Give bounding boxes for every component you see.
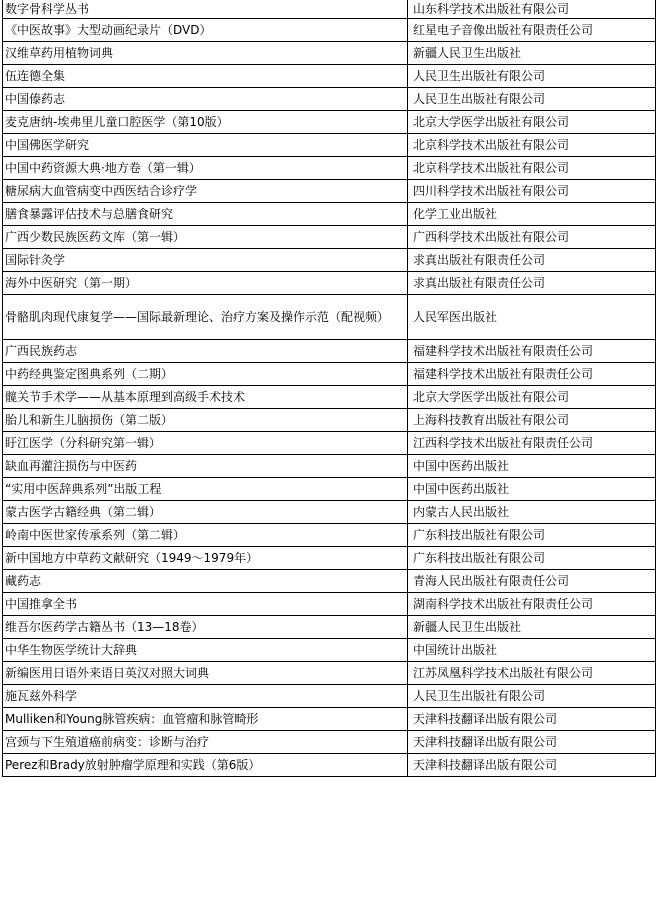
book-title-cell: 髋关节手术学——从基本原理到高级手术技术 (3, 386, 408, 409)
table-row (3, 662, 656, 685)
publisher-cell: 北京大学医学出版社有限公司 (408, 386, 656, 409)
publisher-cell: 江西科学技术出版社有限责任公司 (408, 432, 656, 455)
table-row (3, 593, 656, 616)
book-title-cell: Mulliken和Young脉管疾病：血管瘤和脉管畸形 (3, 708, 408, 731)
publisher-cell: 人民卫生出版社有限公司 (408, 685, 656, 708)
book-title-cell: 中国推拿全书 (3, 593, 408, 616)
book-title-cell: 新编医用日语外来语日英汉对照大词典 (3, 662, 408, 685)
book-title-cell: “实用中医辞典系列”出版工程 (3, 478, 408, 501)
book-title-cell: 汉维草药用植物词典 (3, 42, 408, 65)
book-title-cell: 中国中药资源大典·地方卷（第一辑） (3, 157, 408, 180)
book-title-cell: 伍连德全集 (3, 65, 408, 88)
publisher-cell: 天津科技翻译出版有限公司 (408, 708, 656, 731)
table-row (3, 639, 656, 662)
table-row (3, 409, 656, 432)
table-row (3, 42, 656, 65)
table-row (3, 731, 656, 754)
publisher-cell: 湖南科学技术出版社有限责任公司 (408, 593, 656, 616)
table-row (3, 547, 656, 570)
table-row (3, 134, 656, 157)
publisher-cell: 福建科学技术出版社有限责任公司 (408, 340, 656, 363)
book-title-cell: 蒙古医学古籍经典（第二辑） (3, 501, 408, 524)
table-row (3, 754, 656, 777)
publisher-cell: 求真出版社有限责任公司 (408, 249, 656, 272)
table-row (3, 272, 656, 295)
publisher-cell: 中国统计出版社 (408, 639, 656, 662)
book-title-cell: 数字骨科学丛书 (3, 0, 408, 19)
table-row (3, 685, 656, 708)
table-row (3, 295, 656, 340)
table-row (3, 226, 656, 249)
book-title-cell: 宫颈与下生殖道癌前病变：诊断与治疗 (3, 731, 408, 754)
publisher-cell: 天津科技翻译出版有限公司 (408, 731, 656, 754)
book-title-cell: 中国傣药志 (3, 88, 408, 111)
table-row (3, 363, 656, 386)
book-title-cell: 骨骼肌肉现代康复学——国际最新理论、治疗方案及操作示范（配视频） (3, 295, 408, 340)
publisher-cell: 山东科学技术出版社有限公司 (408, 0, 656, 19)
publisher-cell: 人民卫生出版社有限公司 (408, 65, 656, 88)
table-row (3, 88, 656, 111)
book-title-cell: 广西少数民族医药文库（第一辑） (3, 226, 408, 249)
book-title-cell: 糖尿病大血管病变中西医结合诊疗学 (3, 180, 408, 203)
publisher-cell: 广东科技出版社有限公司 (408, 547, 656, 570)
book-title-cell: 盱江医学（分科研究第一辑） (3, 432, 408, 455)
table-body (3, 0, 656, 777)
publisher-cell: 化学工业出版社 (408, 203, 656, 226)
publisher-cell: 中国中医药出版社 (408, 455, 656, 478)
table-row (3, 432, 656, 455)
publisher-cell: 新疆人民卫生出版社 (408, 42, 656, 65)
publisher-cell: 上海科技教育出版社有限公司 (408, 409, 656, 432)
table-row (3, 65, 656, 88)
book-publisher-table (2, 0, 656, 777)
publisher-cell: 内蒙古人民出版社 (408, 501, 656, 524)
table-row (3, 19, 656, 42)
book-title-cell: 岭南中医世家传承系列（第二辑） (3, 524, 408, 547)
table-row (3, 708, 656, 731)
book-title-cell: 新中国地方中草药文献研究（1949～1979年） (3, 547, 408, 570)
table-row (3, 501, 656, 524)
book-title-cell: 膳食暴露评估技术与总膳食研究 (3, 203, 408, 226)
table-row (3, 340, 656, 363)
table-row (3, 570, 656, 593)
book-title-cell: 维吾尔医药学古籍丛书（13—18卷） (3, 616, 408, 639)
publisher-cell: 广东科技出版社有限公司 (408, 524, 656, 547)
table-row (3, 524, 656, 547)
book-title-cell: 中华生物医学统计大辞典 (3, 639, 408, 662)
book-title-cell: 中国佛医学研究 (3, 134, 408, 157)
publisher-cell: 福建科学技术出版社有限责任公司 (408, 363, 656, 386)
table-row (3, 157, 656, 180)
table-row (3, 455, 656, 478)
publisher-cell: 人民军医出版社 (408, 295, 656, 340)
publisher-cell: 新疆人民卫生出版社 (408, 616, 656, 639)
table-row (3, 478, 656, 501)
table-row (3, 203, 656, 226)
book-title-cell: 胎儿和新生儿脑损伤（第二版） (3, 409, 408, 432)
book-title-cell: 藏药志 (3, 570, 408, 593)
publisher-cell: 北京科学技术出版社有限公司 (408, 157, 656, 180)
publisher-cell: 青海人民出版社有限责任公司 (408, 570, 656, 593)
publisher-cell: 中国中医药出版社 (408, 478, 656, 501)
book-title-cell: 广西民族药志 (3, 340, 408, 363)
book-title-cell: 《中医故事》大型动画纪录片（DVD） (3, 19, 408, 42)
book-title-cell: 施瓦兹外科学 (3, 685, 408, 708)
book-title-cell: 麦克唐纳-埃弗里儿童口腔医学（第10版） (3, 111, 408, 134)
book-title-cell: Perez和Brady放射肿瘤学原理和实践（第6版） (3, 754, 408, 777)
table-row (3, 616, 656, 639)
book-title-cell: 国际针灸学 (3, 249, 408, 272)
publisher-cell: 北京大学医学出版社有限公司 (408, 111, 656, 134)
book-title-cell: 海外中医研究（第一期） (3, 272, 408, 295)
publisher-cell: 北京科学技术出版社有限公司 (408, 134, 656, 157)
book-title-cell: 中药经典鉴定图典系列（二期） (3, 363, 408, 386)
table-row (3, 249, 656, 272)
table-row (3, 0, 656, 19)
book-title-cell: 缺血再灌注损伤与中医药 (3, 455, 408, 478)
table-row (3, 386, 656, 409)
publisher-cell: 天津科技翻译出版有限公司 (408, 754, 656, 777)
publisher-cell: 红星电子音像出版社有限责任公司 (408, 19, 656, 42)
publisher-cell: 广西科学技术出版社有限公司 (408, 226, 656, 249)
publisher-cell: 江苏凤凰科学技术出版社有限公司 (408, 662, 656, 685)
table-row (3, 111, 656, 134)
publisher-cell: 四川科学技术出版社有限公司 (408, 180, 656, 203)
table-row (3, 180, 656, 203)
publisher-cell: 人民卫生出版社有限公司 (408, 88, 656, 111)
publisher-cell: 求真出版社有限责任公司 (408, 272, 656, 295)
